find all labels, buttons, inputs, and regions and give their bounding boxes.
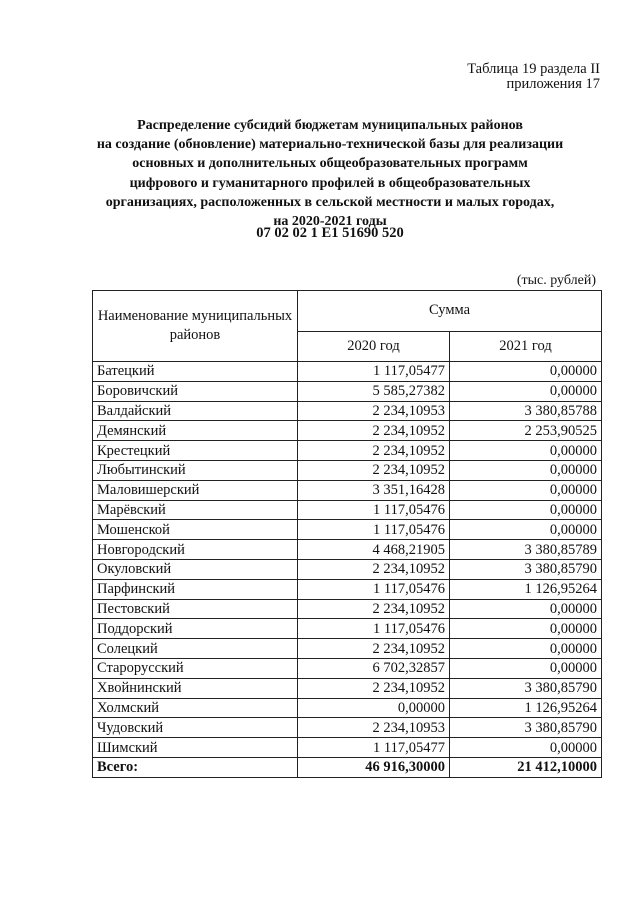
amount-2020: 1 117,05477	[298, 362, 450, 382]
amount-2020: 2 234,10952	[298, 678, 450, 698]
amount-2021: 0,00000	[450, 639, 602, 659]
amount-2021: 0,00000	[450, 500, 602, 520]
district-name: Марёвский	[93, 500, 298, 520]
amount-2020: 6 702,32857	[298, 658, 450, 678]
table-row	[93, 362, 602, 382]
district-name: Шимский	[93, 738, 298, 758]
amount-2021: 0,00000	[450, 599, 602, 619]
total-2021: 21 412,10000	[450, 757, 602, 777]
title-line: на создание (обновление) материально-технической базы для реализации	[96, 137, 564, 153]
district-name: Поддорский	[93, 619, 298, 639]
title-line: организациях, расположенных в сельской местности и малых городах,	[105, 194, 555, 210]
amount-2020: 3 351,16428	[298, 480, 450, 500]
table-row	[93, 460, 602, 480]
district-name: Крестецкий	[93, 441, 298, 461]
district-name: Маловишерский	[93, 480, 298, 500]
district-name: Окуловский	[93, 559, 298, 579]
amount-2021: 3 380,85789	[450, 540, 602, 560]
amount-2021: 0,00000	[450, 362, 602, 382]
table-row	[93, 540, 602, 560]
table-row	[93, 579, 602, 599]
district-name: Чудовский	[93, 718, 298, 738]
amount-2021: 3 380,85788	[450, 401, 602, 421]
column-header-2021: 2021 год	[450, 331, 602, 361]
title-line: основных и дополнительных общеобразовательных программ	[132, 156, 528, 172]
table-row	[93, 401, 602, 421]
amount-2020: 2 234,10952	[298, 441, 450, 461]
amount-2021: 1 126,95264	[450, 698, 602, 718]
district-name: Мошенской	[93, 520, 298, 540]
district-name: Новгородский	[93, 540, 298, 560]
amount-2020: 1 117,05476	[298, 579, 450, 599]
amount-2020: 1 117,05476	[298, 520, 450, 540]
district-name: Боровичский	[93, 381, 298, 401]
table-reference	[467, 62, 600, 92]
table-row	[93, 500, 602, 520]
table-row	[93, 441, 602, 461]
amount-2021: 0,00000	[450, 381, 602, 401]
table-row	[93, 698, 602, 718]
amount-2020: 2 234,10952	[298, 421, 450, 441]
amount-2020: 1 117,05476	[298, 500, 450, 520]
amount-2020: 1 117,05476	[298, 619, 450, 639]
total-label: Всего:	[93, 757, 298, 777]
amount-2020: 2 234,10952	[298, 559, 450, 579]
table-row	[93, 678, 602, 698]
budget-code: 07 02 02 1 E1 51690 520	[256, 225, 404, 241]
amount-2021: 0,00000	[450, 619, 602, 639]
table-row	[93, 639, 602, 659]
amount-2021: 3 380,85790	[450, 678, 602, 698]
total-row	[93, 757, 602, 777]
district-name: Солецкий	[93, 639, 298, 659]
column-header-sum: Сумма	[298, 291, 602, 332]
table-row	[93, 658, 602, 678]
amount-2021: 0,00000	[450, 441, 602, 461]
column-header-2020: 2020 год	[298, 331, 450, 361]
amount-2020: 5 585,27382	[298, 381, 450, 401]
table-reference-line2: приложения 17	[506, 76, 600, 92]
amount-2020: 2 234,10952	[298, 460, 450, 480]
amount-2020: 0,00000	[298, 698, 450, 718]
district-name: Хвойнинский	[93, 678, 298, 698]
amount-2021: 2 253,90525	[450, 421, 602, 441]
district-name: Старорусский	[93, 658, 298, 678]
title-line: Распределение субсидий бюджетам муниципальных районов	[137, 118, 523, 133]
table-row	[93, 421, 602, 441]
column-header-name: Наименование муниципальных районов	[93, 291, 298, 362]
district-name: Любытинский	[93, 460, 298, 480]
amount-2021: 0,00000	[450, 658, 602, 678]
table-row	[93, 718, 602, 738]
amount-2021: 3 380,85790	[450, 559, 602, 579]
amount-2020: 1 117,05477	[298, 738, 450, 758]
district-name: Демянский	[93, 421, 298, 441]
subsidy-table	[92, 290, 602, 778]
district-name: Парфинский	[93, 579, 298, 599]
table-row	[93, 619, 602, 639]
title-line: цифрового и гуманитарного профилей в общеобразовательных	[129, 175, 531, 191]
amount-2021: 0,00000	[450, 520, 602, 540]
table-reference-line1: Таблица 19 раздела II	[467, 61, 600, 77]
table-row	[93, 381, 602, 401]
document-title	[60, 116, 600, 231]
amount-2021: 0,00000	[450, 480, 602, 500]
amount-2021: 0,00000	[450, 460, 602, 480]
title-line: на 2020-2021 годы	[273, 214, 387, 230]
table-row	[93, 480, 602, 500]
amount-2021: 1 126,95264	[450, 579, 602, 599]
amount-2020: 2 234,10952	[298, 639, 450, 659]
amount-2020: 4 468,21905	[298, 540, 450, 560]
table-row	[93, 559, 602, 579]
amount-2021: 0,00000	[450, 738, 602, 758]
total-2020: 46 916,30000	[298, 757, 450, 777]
district-name: Валдайский	[93, 401, 298, 421]
district-name: Холмский	[93, 698, 298, 718]
district-name: Пестовский	[93, 599, 298, 619]
district-name: Батецкий	[93, 362, 298, 382]
amount-2020: 2 234,10952	[298, 599, 450, 619]
units-label: (тыс. рублей)	[516, 273, 596, 288]
amount-2020: 2 234,10953	[298, 718, 450, 738]
amount-2021: 3 380,85790	[450, 718, 602, 738]
table-row	[93, 599, 602, 619]
table-row	[93, 520, 602, 540]
amount-2020: 2 234,10953	[298, 401, 450, 421]
table-row	[93, 738, 602, 758]
